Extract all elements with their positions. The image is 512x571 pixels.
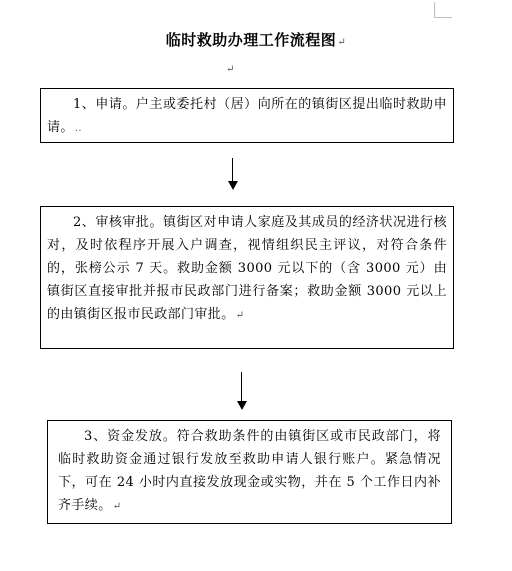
flow-arrow-down <box>228 158 238 190</box>
step-1-end-mark: .. <box>74 123 82 134</box>
arrow-shaft <box>232 158 233 182</box>
step-1-text: 1、申请。户主或委托村（居）向所在的镇街区提出临时救助申请。 <box>47 97 447 135</box>
step-3-text: 3、资金发放。符合救助条件的由镇街区或市民政部门，将临时救助资金通过银行发放至救助申请人银行账户。紧急情况下，可在 24 小时内直接发放现金或实物，并在 5 个工作日内补齐手续。 <box>58 429 441 513</box>
step-3-end-mark: ↵ <box>112 501 122 512</box>
arrow-head <box>237 401 247 410</box>
step-box-review <box>40 206 454 349</box>
step-box-disburse <box>47 420 452 524</box>
flow-arrow-down <box>237 372 247 410</box>
step-text <box>47 211 447 327</box>
step-2-end-mark: ↵ <box>235 310 245 321</box>
step-box-apply <box>40 88 454 143</box>
step-text <box>58 425 441 518</box>
step-2-text: 2、审核审批。镇街区对申请人家庭及其成员的经济状况进行核对，及时依程序开展入户调查，视情组织民主评议，对符合条件的，张榜公示 7 天。救助金额 3000 元以下的（含 3000 元）由镇街区直接审批并报市民政部门进行备案；救助金额 3000 元以上的由镇街区报市民政部门审批。 <box>47 215 447 322</box>
margin-corner-mark <box>434 2 452 18</box>
page-title <box>0 29 512 50</box>
arrow-shaft <box>241 372 242 402</box>
title-text: 临时救助办理工作流程图 <box>165 31 337 49</box>
step-text <box>47 93 447 140</box>
paragraph-mark: ↵ <box>337 37 347 48</box>
empty-paragraph-mark: ↵ <box>226 64 235 75</box>
arrow-head <box>228 181 238 190</box>
